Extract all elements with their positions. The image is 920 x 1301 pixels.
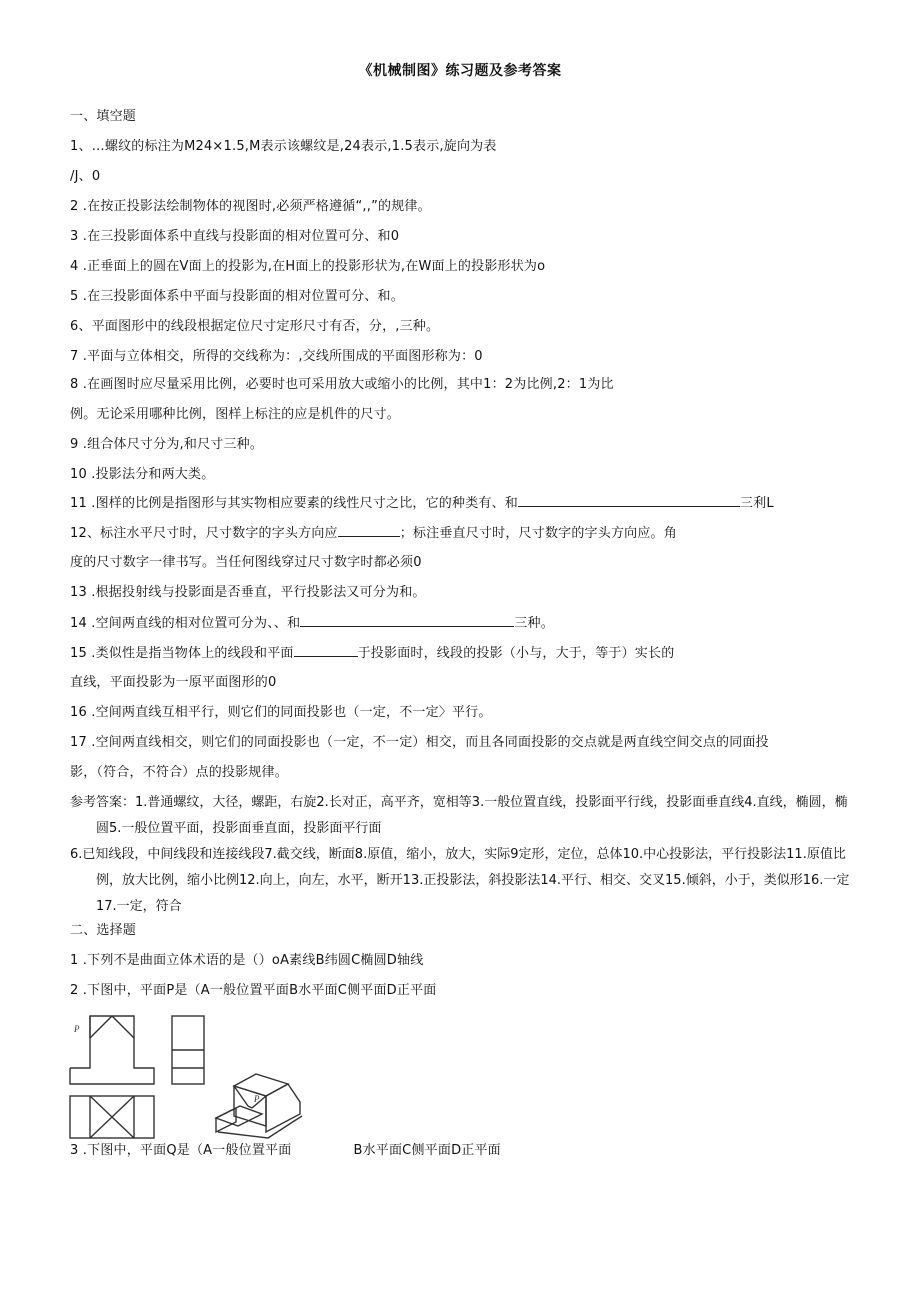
question-7: 7 .平面与立体相交，所得的交线称为：,交线所围成的平面图形称为：0 — [70, 349, 483, 364]
question-6: 6、平面图形中的线段根据定位尺寸定形尺寸有否，分，,三种。 — [70, 319, 440, 334]
answer-blank — [518, 494, 740, 507]
label-p-front: P — [74, 1024, 80, 1034]
question-17-line-2: 影，（符合，不符合）点的投影规律。 — [70, 765, 288, 780]
question-1-line-2: /J、0 — [70, 169, 101, 184]
top-view-drawing — [70, 1096, 154, 1138]
front-view-drawing — [70, 1016, 154, 1084]
question-5: 5 .在三投影面体系中平面与投影面的相对位置可分、和。 — [70, 289, 404, 304]
question-14-text: 14 .空间两直线的相对位置可分为、、和 — [70, 616, 301, 631]
section-heading-multiple-choice: 二、选择题 — [70, 923, 137, 938]
document-title: 《机械制图》练习题及参考答案 — [358, 63, 562, 79]
question-1-line-1: 1、…螺纹的标注为M24×1.5,M表示该螺纹是,24表示,1.5表示,旋向为表 — [70, 139, 497, 154]
answer-blank — [338, 524, 400, 537]
reference-answers — [70, 790, 850, 920]
question-16: 16 .空间两直线互相平行，则它们的同面投影也（一定，不一定〉平行。 — [70, 705, 492, 720]
label-p-isometric: P — [254, 1094, 260, 1104]
question-9: 9 .组合体尺寸分为,和尺寸三种。 — [70, 437, 264, 452]
question-11-text: 11 .图样的比例是指图形与其实物相应要素的线性尺寸之比，它的种类有、和 — [70, 496, 519, 511]
answers-paragraph-1: 参考答案：1.普通螺纹，大径，螺距，右旋2.长对正，高平齐，宽相等3.一般位置直线，投影面平行线，投影面垂直线4.直线，椭圆，椭圆5.一般位置平面，投影面垂直面，投影面平行面 — [70, 795, 848, 836]
choice-question-2: 2 .下图中，平面P是（A一般位置平面B水平面C侧平面D正平面 — [70, 983, 437, 998]
isometric-view-drawing — [216, 1074, 302, 1138]
question-8-line-2: 例。无论采用哪种比例，图样上标注的应是机件的尺寸。 — [70, 407, 401, 422]
question-12-line-1 — [70, 524, 677, 543]
question-14-suffix: 三种。 — [514, 616, 554, 631]
question-17-line-1: 17 .空间两直线相交，则它们的同面投影也（一定，不一定）相交，而且各同面投影的交点就是两直线空间交点的同面投 — [70, 735, 769, 750]
question-14 — [70, 614, 554, 633]
answers-paragraph-2: 6.已知线段，中间线段和连接线段7.截交线，断面8.原值，缩小，放大，实际9定形，定位，总体10.中心投影法，平行投影法11.原值比例，放大比例，缩小比例12.向上，向左，水平，断开13.正投影法，斜投影法14.平行、相交、交叉15.倾斜，小于，类似形16.一定17.一定，符合 — [70, 847, 850, 914]
answer-blank — [300, 614, 514, 627]
question-11-suffix: 三利L — [740, 496, 774, 511]
side-view-drawing — [172, 1016, 204, 1084]
question-15-text-a: 15 .类似性是指当物体上的线段和平面 — [70, 646, 294, 661]
question-15-line-1 — [70, 644, 674, 663]
question-15-text-b: 于投影面时，线段的投影（小与，大于，等于）实长的 — [357, 646, 675, 661]
choice-question-3 — [70, 1142, 501, 1160]
choice-question-1: 1 .下列不是曲面立体术语的是（）oA素线B纬圆C椭圆D轴线 — [70, 953, 424, 968]
choice-question-3-options: B水平面C侧平面D正平面 — [353, 1143, 501, 1158]
question-10: 10 .投影法分和两大类。 — [70, 467, 215, 482]
question-15-line-2: 直线，平面投影为一原平面图形的0 — [70, 675, 277, 690]
section-heading-fill-blank: 一、填空题 — [70, 109, 137, 124]
question-11 — [70, 494, 774, 513]
question-4: 4 .正垂面上的圆在V面上的投影为,在H面上的投影形状为,在W面上的投影形状为o — [70, 259, 546, 274]
question-12-text-a: 12、标注水平尺寸时，尺寸数字的字头方向应 — [70, 526, 338, 541]
answer-blank — [294, 644, 358, 657]
choice-question-3-stem: 3 .下图中，平面Q是（A一般位置平面 — [70, 1143, 292, 1158]
question-12-text-b: ；标注垂直尺寸时，尺寸数字的字头方向应。角 — [399, 526, 677, 541]
question-8-line-1: 8 .在画图时应尽量采用比例，必要时也可采用放大或缩小的比例，其中1：2为比例,2：1为比 — [70, 377, 614, 392]
question-2: 2 .在按正投影法绘制物体的视图时,必须严格遵循“,,”的规律。 — [70, 199, 431, 214]
question-13: 13 .根据投射线与投影面是否垂直，平行投影法又可分为和。 — [70, 585, 426, 600]
question-12-line-2: 度的尺寸数字一律书写。当任何图线穿过尺寸数字时都必须0 — [70, 555, 422, 570]
three-view-drawing-figure — [68, 1010, 318, 1140]
question-3: 3 .在三投影面体系中直线与投影面的相对位置可分、和0 — [70, 229, 400, 244]
